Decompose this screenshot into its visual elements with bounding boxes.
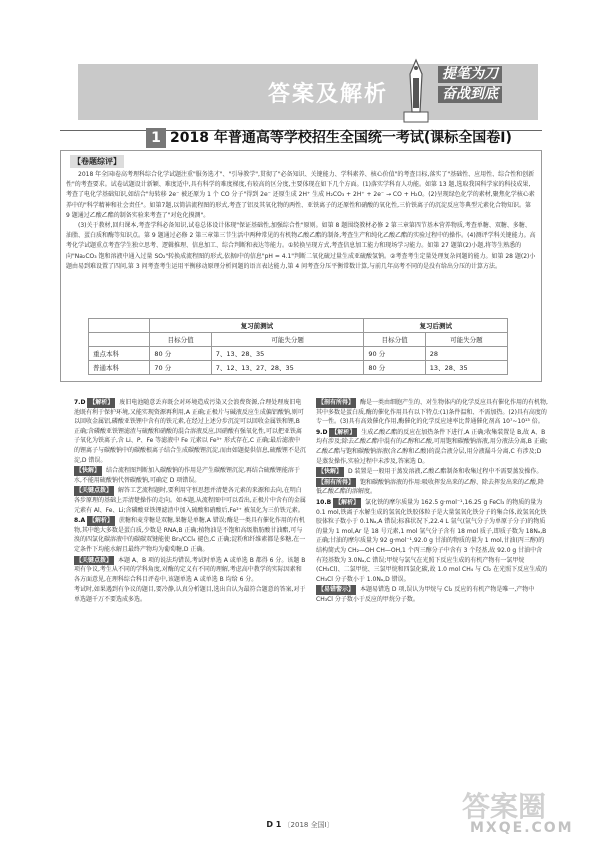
analysis-tag: 【解析】 xyxy=(331,428,356,436)
table-cell: 80 分 xyxy=(150,347,211,361)
question-number: 10.B xyxy=(316,498,332,506)
analysis-tag: 【解析】 xyxy=(89,399,114,406)
fast-text: 结合流程图判断加入碳酸钠的作用是产生碳酸锂沉淀,再结合硫酸锂能溶于水,不能用硫酸钠代替碳酸钠,可确定 D 项错误。 xyxy=(74,467,300,484)
review-paragraph-2: (3)关于教材,回归课本,考查学科必备知识,试卷总体设计体现"保证基础性,加强综合性"原则。如第 8 题围绕教材必修 2 第三章第四节基本营养物质,考查单糖、双糖、多糖、油脂、蛋白质和酶等知识点。第 9 题通过必修 2 第三章第三节生活中两种常见的有机物乙酸乙酯的制备,考查生产和纯化乙酸乙酯的实验过程中的操作。(4)测评学科关键能力。高考化学试题重点考查学生独立思考、逻辑推理、信息加工、综合判断和表达等能力。①转换呈现方式,考查信息加工能力和现场学习能力。如第 27 题第(2)小题,将等生熟悉的向"Na₂CO₃ 饱和溶液中通入过量 SO₂"转换成流程图的形式,依据Ⅰ中的信息"pH = 4.1"判断二氧化硫过量生成亚硫酸氢钠。②考查考生定量处理复杂问题的能力。如第 28 题(2)小题由易到难设置了四问,第 3 问考查考生运用平衡移动原理分析问题的语言表达能力,第 4 问考查分压平衡常数计算,与前几年高考不同的是没有给出分压的计算方法。 xyxy=(66,222,536,270)
error-text: 本题易错选 D 项,误认为甲烷与 Cl₂ 反应的有机产物是唯一,产物中 CH₃Cl 分子数小于反应的甲烷分子数。 xyxy=(316,586,535,603)
table-cell: 28 xyxy=(425,347,507,361)
review-paragraph-1: 2018 年全国Ⅰ卷高考理科综合化学试题注重"服务选才"、"引导教学",贯彻了"必备知识、关键能力、学科素养、核心价值"的考查目标,落实了"基础性、应用性、综合性和创新性"的考查要求。试卷试题设计新颖、难度适中,具有科学的难度梯度,有较高的区分度,主要体现在如下几个方面。(1)落实学科育人功能。如第 13 题,选取我国科学家的科技成果,考查了电化学基础知识,如结合"每转移 2e⁻ 被还原为 1 个 CO 分子"得到 2e⁻ 还原生成 2H⁺ 生成 H₂CO₃ + 2H⁺ + 2e⁻ → CO + H₂O。(2)呈现绿色化学的素材,聚焦化学核心素养中的"科学精神和社会责任"。如第7题,以简洁流程图的形式,考查了铝及其氧化物的两性、亚铁离子的还原性和硝酸的氧化性,三价铁离子的沉淀反应等典型元素化合物知识。第 9 题通过乙酸乙酯的制备实验来考查了"对危化摸测"。 xyxy=(66,171,535,219)
table-col-target: 目标分值 xyxy=(364,333,425,347)
score-table xyxy=(88,318,508,375)
slogan-line-1: 提笔为刀 xyxy=(438,66,502,83)
question-8 xyxy=(74,516,306,554)
review-tag: 【卷题综评】 xyxy=(70,155,124,168)
table-row xyxy=(89,361,508,375)
key-text: 本题 A、B 项的说法均错误,考试时单选 A 或单选 B 都得 6 分。该题 B 项有争议,考生从不同的学科角度,对酶的定义有不同的理解,考虑高中教学的实际因素和各方面意见,在理科综合科目评卷中,该题单选 A 或单选 B 均给 6 分。 xyxy=(74,556,306,583)
footer-label: 〔2018 全国Ⅰ〕 xyxy=(283,821,334,829)
exam-note: 考试时,如果遇到有争议的题目,要冷静,认真分析题目,选出自认为最符合题意的答案,对于单选题千万不要选成多选。 xyxy=(74,586,306,603)
table-header-before: 复习前测试 xyxy=(150,319,364,333)
table-row xyxy=(89,347,508,361)
insight-text: 酶是一类由细胞产生的、对生物体内的化学反应具有催化作用的有机物,其中多数是蛋白质,酶的催化作用具有以下特点:(1)条件温和、不需加热。(2)具有高度的专一性。(3)具有高效催化作用,酶催化的化学反应速率比普通催化剂高 10⁷~10¹³ 倍。 xyxy=(316,399,548,426)
key-tag: 【关键点拨】 xyxy=(76,556,113,564)
insight-block xyxy=(316,398,548,427)
fast-tag: 【快解】 xyxy=(76,467,101,475)
fast-solution xyxy=(74,466,306,485)
question-7 xyxy=(74,398,306,465)
fast-solution xyxy=(316,467,548,477)
table-corner xyxy=(89,319,150,333)
pen-emblem-icon xyxy=(398,56,434,126)
table-col-lost: 可能失分题 xyxy=(211,333,364,347)
analysis-text: 氯化铁的摩尔质量为 162.5 g·mol⁻¹,16.25 g FeCl₃ 的物质的量为 0.1 mol,铁离子水解生成的氢氧化铁胶体粒子是大量氢氧化铁分子的集合体,故氢氧化铁胶体粒子数小于 0.1Nₐ,A 错误;标准状况下,22.4 L 氩气(氩气分子为单原子分子)的物质的量为 1 mol,Ar 是 18 号元素,1 mol 氩气分子含有 18 mol 质子,即质子数为 18Nₐ,B 正确;甘油的摩尔质量为 92 g·mol⁻¹,92.0 g 甘油的物质的量为 1 mol,甘油(丙三醇)的结构简式为 CH₂—OH CH—OH,1 个丙三醇分子中含有 3 个羟基,故 92.0 g 甘油中含有羟基数为 3.0Nₐ,C 错误;甲烷与氯气在光照下反应生成的有机产物有一氯甲烷(CH₃Cl)、二氯甲烷、三氯甲烷和四氯化碳,故 1.0 mol CH₄ 与 Cl₂ 在光照下反应生成的 CH₃Cl 分子数小于 1.0Nₐ,D 错误。 xyxy=(316,498,548,583)
error-warning xyxy=(316,585,548,604)
table-header-after: 复习后测试 xyxy=(364,319,508,333)
analysis-text: 废旧电池随意丢弃既会对环境造成污染又会浪费资源,合理处理废旧电池既有利于保护环境,又能实现资源再利用,A 正确;正极片与碱液反应生成偏铝酸钠,则可以回收金属铝,磷酸亚铁锂中含有的铁元素,在经过上述分步沉淀可以回收金属铁和锂,B 正确;含磷酸亚铁锂滤渣与硫酸和硝酸的混合溶液反应,因硝酸有强氧化性,可以把亚铁离子氧化为铁离子,含 Li、P、Fe 等滤液中 Fe 元素以 Fe³⁺ 形式存在,C 正确;最后滤液中的锂离子与碳酸钠中的碳酸根离子结合生成碳酸锂沉淀,而由如题提供信息,硫酸锂不是沉淀,D 错误。 xyxy=(74,399,306,464)
table-col-lost: 可能失分题 xyxy=(425,333,507,347)
insight-block xyxy=(316,478,548,497)
analysis-text: 生成乙酸乙酯的反应在加热条件下进行,A 正确;收集装置是 B,故 A、B 均有涉及;除去乙酸乙酯中混有的乙醇和乙酸,可用饱和碳酸钠溶液,用分液法分离,B 正确;乙酸乙酯与饱和碳酸钠溶液(含乙醇和乙酸)的混合液分层,用分液漏斗分离,C 有涉及;D 是蒸发操作,实验过程中未涉及,答案选 D。 xyxy=(316,428,548,465)
question-9 xyxy=(316,428,548,466)
question-number: 7.D xyxy=(74,399,86,406)
question-number: 9.D xyxy=(316,428,328,436)
table-row-label: 普通本科 xyxy=(89,361,150,375)
header-title: 答案及解析 xyxy=(268,82,389,107)
watermark-logo: 答案圈 xyxy=(462,790,547,823)
fast-tag: 【快解】 xyxy=(318,468,343,476)
table-cell: 7、12、13、27、28、35 xyxy=(211,361,364,375)
table-cell: 70 分 xyxy=(150,361,211,375)
analysis-text: 蔗糖和麦芽糖是双糖,果糖是单糖,A 错误;酶是一类具有催化作用的有机物,其中绝大多数是蛋白质,少数是 RNA,B 正确;植物油是不饱和高级脂肪酸甘油酯,可与溴的四氯化碳溶液中的碳碳双键能使 Br₂/CCl₄ 褪色,C 正确;淀粉和纤维素都是多糖,在一定条件下均能水解且最终产物均为葡萄糖,D 正确。 xyxy=(74,517,306,553)
analysis-tag: 【解析】 xyxy=(335,498,360,506)
watermark-url: MXQE.COM xyxy=(470,820,574,836)
table-cell: 13、28、35 xyxy=(425,361,507,375)
insight-tag: 【剖有所得】 xyxy=(318,478,355,486)
slogan-line-2: 奋战到底 xyxy=(438,86,502,103)
insight-text: 饱和碳酸钠溶液的作用:吸收挥发出来的乙醇、除去挥发出来的乙酸,降低乙酸乙酯的溶解度。 xyxy=(316,478,544,496)
key-text: 解答工艺流程题时,要利用守恒思想并清楚各元素的来源和去向,在明白各步原理的基础上弄清楚操作的走向。如本题,从流程图中可以看出,正极片中含有的金属元素有 Al、Fe、Li;含磷酸亚铁锂滤渣中加入硫酸和硝酸后,Fe²⁺ 被氧化为三价铁元素。 xyxy=(74,487,306,514)
slogan xyxy=(438,66,530,106)
section-number: 1 xyxy=(146,128,166,148)
key-tag: 【关键点拨】 xyxy=(76,487,113,495)
table-row-label: 重点本科 xyxy=(89,347,150,361)
section-title: 2018 年普通高等学校招生全国统一考试(课标全国卷Ⅰ) xyxy=(170,130,512,146)
insight-tag: 【剖有所得】 xyxy=(318,399,355,406)
review-body xyxy=(66,170,536,272)
right-column xyxy=(316,398,548,605)
table-cell: 90 分 xyxy=(364,347,425,361)
question-10 xyxy=(316,498,548,584)
table-col-target: 目标分值 xyxy=(150,333,211,347)
page-number: D 1 xyxy=(266,820,282,829)
question-number: 8.A xyxy=(74,517,86,525)
fast-text: D 装置是一般用于蒸发溶液,乙酸乙酯制备和收集过程中不需要蒸发操作。 xyxy=(347,468,543,476)
key-point xyxy=(74,486,306,515)
analysis-tag: 【解析】 xyxy=(89,517,114,525)
table-cell: 80 分 xyxy=(364,361,425,375)
key-point xyxy=(74,556,306,585)
left-column xyxy=(74,398,306,605)
table-cell: 7、13、28、35 xyxy=(211,347,364,361)
error-tag: 【易错警示】 xyxy=(318,586,355,594)
table-sub-corner xyxy=(89,333,150,347)
